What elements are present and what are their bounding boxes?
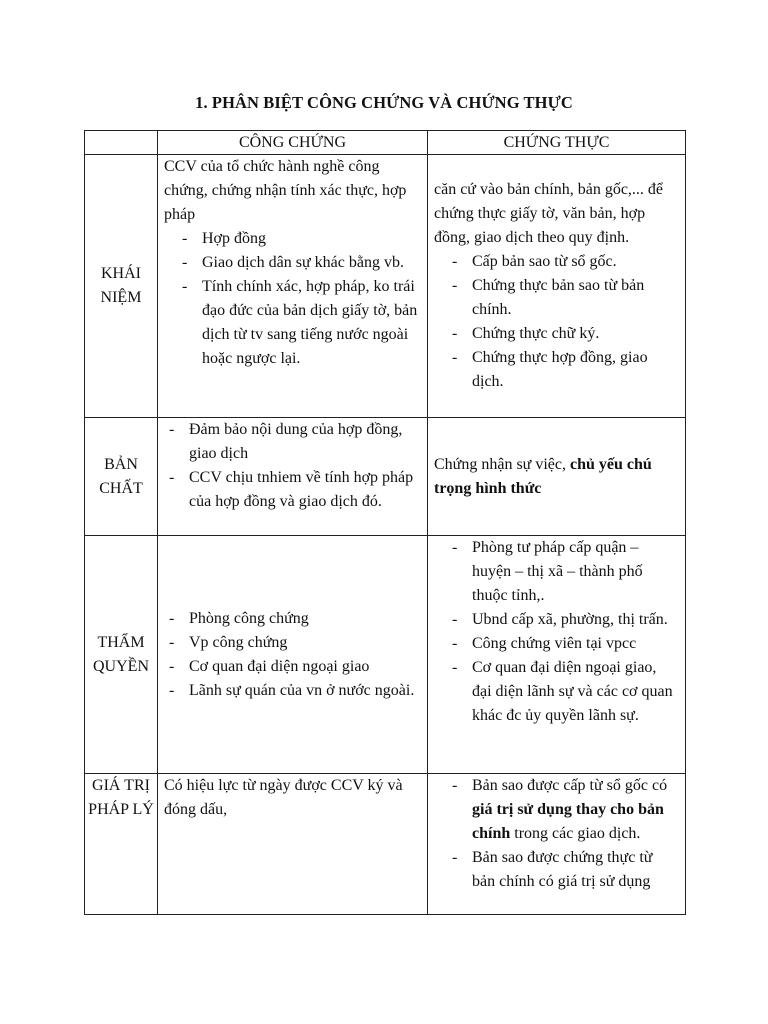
gia-tri-cong-chung-text: Có hiệu lực từ ngày được CCV ký và đóng dấu,	[164, 777, 403, 818]
khai-niem-chung-thuc-intro: căn cứ vào bản chính, bản gốc,... để chứng thực giấy tờ, văn bản, hợp đồng, giao dịch theo quy định.	[434, 181, 664, 246]
khai-niem-cong-chung-cell	[158, 155, 428, 418]
list-item: - Đảm bảo nội dung của hợp đồng, giao dịch	[164, 418, 421, 466]
ban-chat-chung-thuc-cell	[428, 418, 686, 536]
ban-chat-cong-chung-cell	[158, 418, 428, 536]
khai-niem-chung-thuc-list	[434, 250, 679, 394]
ban-chat-cong-chung-list	[164, 418, 421, 514]
gia-tri-item1-post: trong các giao dịch.	[510, 825, 641, 842]
list-item: - Chứng thực hợp đồng, giao dịch.	[434, 346, 679, 394]
khai-niem-cong-chung-list	[164, 227, 421, 371]
list-item: - Chứng thực chữ ký.	[434, 322, 679, 346]
list-item: - Cơ quan đại diện ngoại giao	[164, 655, 421, 679]
ban-chat-chung-thuc-text: Chứng nhận sự việc,	[434, 455, 570, 473]
list-item: - Hợp đồng	[164, 227, 421, 251]
gia-tri-cong-chung-cell	[158, 774, 428, 915]
tham-quyen-chung-thuc-list	[434, 536, 679, 728]
tham-quyen-chung-thuc-cell	[428, 536, 686, 774]
khai-niem-chung-thuc-cell	[428, 155, 686, 418]
list-item: - Giao dịch dân sự khác bằng vb.	[164, 251, 421, 275]
row-khai-niem	[85, 155, 686, 418]
list-item: - Cấp bản sao từ sổ gốc.	[434, 250, 679, 274]
header-chung-thuc: CHỨNG THỰC	[428, 131, 686, 155]
ban-chat-chung-thuc-bold: chủ yếu chú trọng hình thức	[434, 455, 652, 497]
row-gia-tri-phap-ly	[85, 774, 686, 915]
tham-quyen-cong-chung-list	[164, 607, 421, 703]
header-cong-chung: CÔNG CHỨNG	[158, 131, 428, 155]
list-item	[434, 774, 679, 846]
document-title: 1. PHÂN BIỆT CÔNG CHỨNG VÀ CHỨNG THỰC	[195, 93, 573, 112]
row-tham-quyen	[85, 536, 686, 774]
list-item: - Vp công chứng	[164, 631, 421, 655]
list-item: - Ubnd cấp xã, phường, thị trấn.	[434, 608, 679, 632]
list-item: - Chứng thực bản sao từ bản chính.	[434, 274, 679, 322]
tham-quyen-cong-chung-cell	[158, 536, 428, 774]
khai-niem-cong-chung-intro: CCV của tổ chức hành nghề công chứng, chứng nhận tính xác thực, hợp pháp	[164, 158, 407, 223]
comparison-table	[84, 130, 686, 915]
list-item: - Phòng công chứng	[164, 607, 421, 631]
gia-tri-chung-thuc-cell	[428, 774, 686, 915]
list-item: - Phòng tư pháp cấp quận – huyện – thị xã – thành phố thuộc tỉnh,.	[434, 536, 679, 608]
list-item: - Tính chính xác, hợp pháp, ko trái đạo đức của bản dịch giấy tờ, bản dịch từ tv sang tiếng nước ngoài hoặc ngược lại.	[164, 275, 421, 371]
row-label-tham-quyen: THẨM QUYỀN	[85, 536, 158, 774]
list-item: - CCV chịu tnhiem về tính hợp pháp của hợp đồng và giao dịch đó.	[164, 466, 421, 514]
gia-tri-item1-pre: Bản sao được cấp từ sổ gốc có	[472, 777, 668, 794]
row-label-khai-niem: KHÁI NIỆM	[85, 155, 158, 418]
list-item: - Công chứng viên tại vpcc	[434, 632, 679, 656]
list-item: - Cơ quan đại diện ngoại giao, đại diện lãnh sự và các cơ quan khác đc ủy quyền lãnh sự.	[434, 656, 679, 728]
list-item: - Lãnh sự quán của vn ở nước ngoài.	[164, 679, 421, 703]
row-label-ban-chat: BẢN CHẤT	[85, 418, 158, 536]
table-header-row	[85, 131, 686, 155]
list-item: - Bản sao được chứng thực từ bản chính có giá trị sử dụng	[434, 846, 679, 894]
gia-tri-item1-bold: giá trị sử dụng thay cho bản chính	[472, 801, 664, 842]
row-label-gia-tri-phap-ly: GIÁ TRỊ PHÁP LÝ	[85, 774, 158, 915]
gia-tri-chung-thuc-list	[434, 774, 679, 894]
row-ban-chat	[85, 418, 686, 536]
header-empty-cell	[85, 131, 158, 155]
